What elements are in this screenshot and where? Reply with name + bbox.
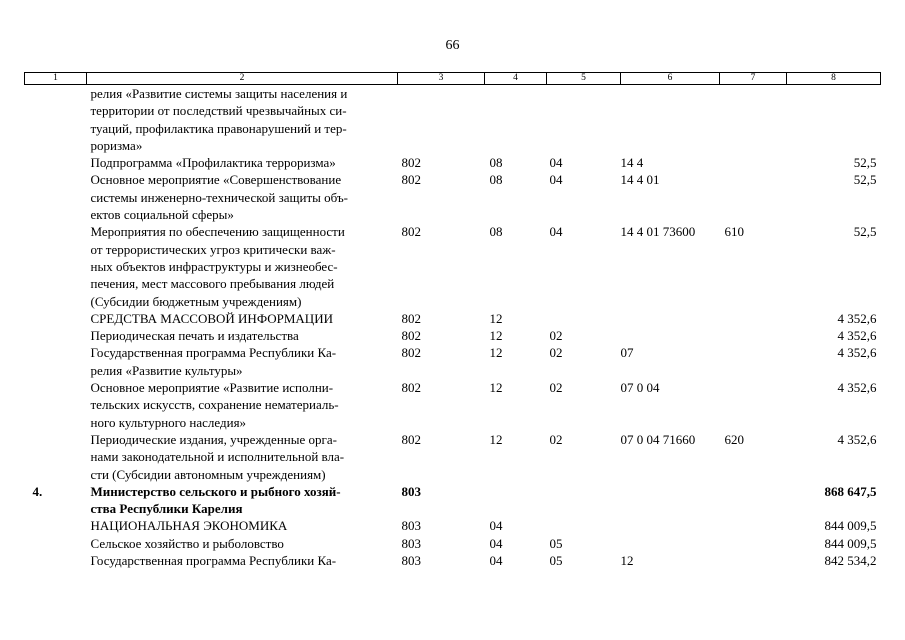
target-article-code: 07 0 04 [620,380,660,396]
amount: 844 009,5 [824,535,877,551]
row-name-line: ных объектов инфраструктуры и жизнеобес- [90,258,338,274]
column-header: 6 [621,73,720,85]
subsection-code [547,517,621,534]
ministry-code: 802 [401,310,421,326]
ministry-code: 803 [401,483,421,499]
table-row [25,344,881,379]
subsection-code: 04 [549,224,563,240]
row-number [25,379,87,431]
row-name [87,85,398,155]
subsection-code: 02 [549,431,563,447]
expense-type-code: 610 [724,224,744,240]
table-row [25,223,881,309]
section-code: 12 [489,380,503,396]
expense-type-code [720,517,787,534]
row-name [87,154,398,171]
subsection-code: 04 [549,155,563,171]
row-name-line: Министерство сельского и рыбного хозяй- [90,483,341,499]
amount: 52,5 [853,172,877,188]
expense-type-code [720,379,787,431]
table-row [25,379,881,431]
section-code [485,85,547,155]
row-name [87,223,398,309]
target-article-code [621,517,720,534]
ministry-code: 803 [401,518,421,534]
row-name-line: роризма» [90,137,143,153]
row-name-line: территории от последствий чрезвычайных си- [90,103,347,119]
row-name [87,344,398,379]
ministry-code: 802 [401,431,421,447]
section-code: 12 [489,431,503,447]
row-name-line: релия «Развитие культуры» [90,362,243,378]
subsection-code [547,310,621,327]
target-article-code [621,483,720,518]
row-name-line: нами законодательной и исполнительной вла- [90,449,345,465]
section-code [485,483,547,518]
row-name [87,327,398,344]
row-number [25,535,87,552]
section-code: 12 [489,310,503,326]
ministry-code: 803 [401,553,421,569]
table-row [25,483,881,518]
amount [787,85,881,155]
column-header: 4 [485,73,547,85]
section-code: 04 [489,535,503,551]
ministry-code: 802 [401,345,421,361]
row-name-line: (Субсидии бюджетным учреждениям) [90,293,302,309]
row-name-line: системы инженерно-технической защиты объ- [90,189,349,205]
row-name [87,483,398,518]
ministry-code: 802 [401,155,421,171]
section-code: 04 [489,553,503,569]
subsection-code: 02 [549,328,563,344]
target-article-code [621,327,720,344]
amount: 52,5 [853,155,877,171]
target-article-code: 14 4 01 73600 [620,224,696,240]
section-code: 08 [489,224,503,240]
subsection-code: 02 [549,345,563,361]
column-header-row [25,73,881,85]
row-name-line: Основное мероприятие «Развитие исполни- [90,380,334,396]
expense-type-code [720,85,787,155]
row-name-line: ного культурного наследия» [90,414,247,430]
table-body [25,85,881,570]
subsection-code: 05 [549,553,563,569]
table-row [25,171,881,223]
subsection-code: 02 [549,380,563,396]
row-name-line: сти (Субсидии автономным учреждениям) [90,466,326,482]
target-article-code: 07 0 04 71660 [620,431,696,447]
table-row [25,517,881,534]
amount: 844 009,5 [824,518,877,534]
row-number: 4. [32,483,43,499]
table-row [25,431,881,483]
row-number [25,344,87,379]
row-number [25,223,87,309]
table-row [25,535,881,552]
row-name-line: туаций, профилактика правонарушений и тер- [90,120,347,136]
row-name-line: НАЦИОНАЛЬНАЯ ЭКОНОМИКА [90,518,288,534]
column-header: 2 [87,73,398,85]
budget-table [24,72,881,569]
table-row [25,310,881,327]
row-name-line: Государственная программа Республики Ка- [90,345,337,361]
ministry-code [398,85,485,155]
expense-type-code [720,552,787,569]
expense-type-code [720,535,787,552]
subsection-code: 05 [549,535,563,551]
row-name-line: ектов социальной сферы» [90,207,234,223]
amount: 4 352,6 [837,310,877,326]
amount: 4 352,6 [837,328,877,344]
ministry-code: 802 [401,172,421,188]
target-article-code: 14 4 [620,155,644,171]
row-number [25,171,87,223]
section-code: 08 [489,172,503,188]
expense-type-code [720,310,787,327]
target-article-code: 14 4 01 [620,172,660,188]
expense-type-code: 620 [724,431,744,447]
expense-type-code [720,344,787,379]
row-number [25,154,87,171]
amount: 4 352,6 [837,345,877,361]
amount: 842 534,2 [824,553,877,569]
row-name-line: печения, мест массового пребывания людей [90,276,335,292]
target-article-code [621,310,720,327]
row-number [25,552,87,569]
row-name [87,431,398,483]
target-article-code [621,85,720,155]
column-header: 7 [720,73,787,85]
row-name-line: Сельское хозяйство и рыболовство [90,535,284,551]
column-header: 8 [787,73,881,85]
subsection-code: 04 [549,172,563,188]
row-name [87,310,398,327]
column-header: 5 [547,73,621,85]
table-row [25,327,881,344]
ministry-code: 802 [401,224,421,240]
row-name [87,535,398,552]
row-number [25,517,87,534]
expense-type-code [720,171,787,223]
section-code: 04 [489,518,503,534]
row-name-line: Периодическая печать и издательства [90,328,299,344]
subsection-code [547,483,621,518]
expense-type-code [720,483,787,518]
row-name-line: релия «Развитие системы защиты населения и [90,86,348,101]
row-name-line: Мероприятия по обеспечению защищенности [90,224,345,240]
target-article-code [621,535,720,552]
row-name-line: Государственная программа Республики Ка- [90,553,337,569]
row-number [25,85,87,155]
target-article-code: 07 [620,345,634,361]
expense-type-code [720,154,787,171]
row-name-line: Подпрограмма «Профилактика терроризма» [90,155,336,171]
table-row [25,154,881,171]
section-code: 12 [489,328,503,344]
row-name-line: Периодические издания, учрежденные орга- [90,431,337,447]
row-name-line: ства Республики Карелия [90,501,243,517]
section-code: 08 [489,155,503,171]
row-name-line: СРЕДСТВА МАССОВОЙ ИНФОРМАЦИИ [90,310,333,326]
row-name [87,552,398,569]
amount: 4 352,6 [837,431,877,447]
column-header: 3 [398,73,485,85]
row-name [87,517,398,534]
amount: 4 352,6 [837,380,877,396]
row-name-line: тельских искусств, сохранение нематериаль- [90,397,339,413]
expense-type-code [720,327,787,344]
row-number [25,310,87,327]
column-header: 1 [25,73,87,85]
ministry-code: 802 [401,380,421,396]
row-name [87,379,398,431]
table-row [25,85,881,155]
row-number [25,327,87,344]
amount: 52,5 [853,224,877,240]
target-article-code: 12 [620,553,634,569]
ministry-code: 802 [401,328,421,344]
subsection-code [547,85,621,155]
row-number [25,431,87,483]
row-name-line: Основное мероприятие «Совершенствование [90,172,342,188]
amount: 868 647,5 [824,483,877,499]
row-name [87,171,398,223]
page-number: 66 [445,38,460,53]
table-row [25,552,881,569]
section-code: 12 [489,345,503,361]
ministry-code: 803 [401,535,421,551]
row-name-line: от террористических угроз критически важ- [90,241,336,257]
